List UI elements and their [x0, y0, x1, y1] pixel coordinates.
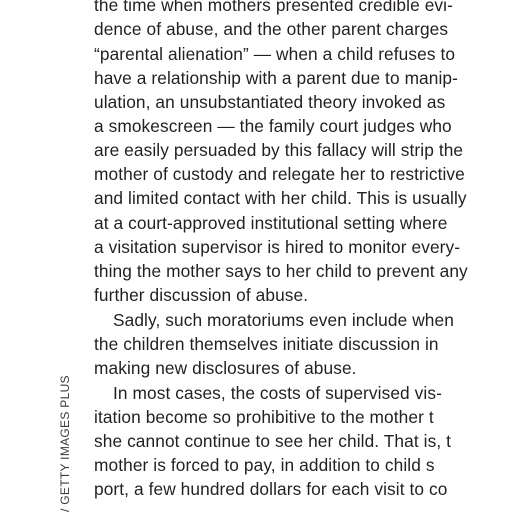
article-line: have a relationship with a parent due to manip- [94, 68, 458, 88]
article-line: mother is forced to pay, in addition to child s [94, 455, 435, 475]
article-line: she cannot continue to see her child. That is, t [94, 431, 452, 451]
article-line: a visitation supervisor is hired to monitor every- [94, 237, 461, 257]
article-line: at a court-approved institutional setting where [94, 213, 448, 233]
article-line: In most cases, the costs of supervised vis- [113, 383, 442, 403]
photo-credit: / GETTY IMAGES PLUS [58, 375, 72, 512]
article-line: dence of abuse, and the other parent charges [94, 19, 449, 39]
article-line: “parental alienation” — when a child refuses to [94, 44, 456, 64]
article-line: ulation, an unsubstantiated theory invoked as [94, 92, 446, 112]
article-line: a smokescreen — the family court judges who [94, 116, 452, 136]
article-line: the time when mothers presented credible evi- [94, 0, 453, 15]
article-line: port, a few hundred dollars for each visit to co [94, 479, 448, 499]
article-line: mother of custody and relegate her to restrictive [94, 164, 465, 184]
article-line: thing the mother says to her child to prevent any [94, 261, 468, 281]
article-line: and limited contact with her child. This is usually [94, 188, 467, 208]
article-line: Sadly, such moratoriums even include when [113, 310, 454, 330]
article-line: further discussion of abuse. [94, 285, 309, 305]
article-line: the children themselves initiate discussion in [94, 334, 439, 354]
article-line: are easily persuaded by this fallacy will strip the [94, 140, 464, 160]
article-line: itation become so prohibitive to the mother t [94, 407, 434, 427]
article-line: making new disclosures of abuse. [94, 358, 357, 378]
